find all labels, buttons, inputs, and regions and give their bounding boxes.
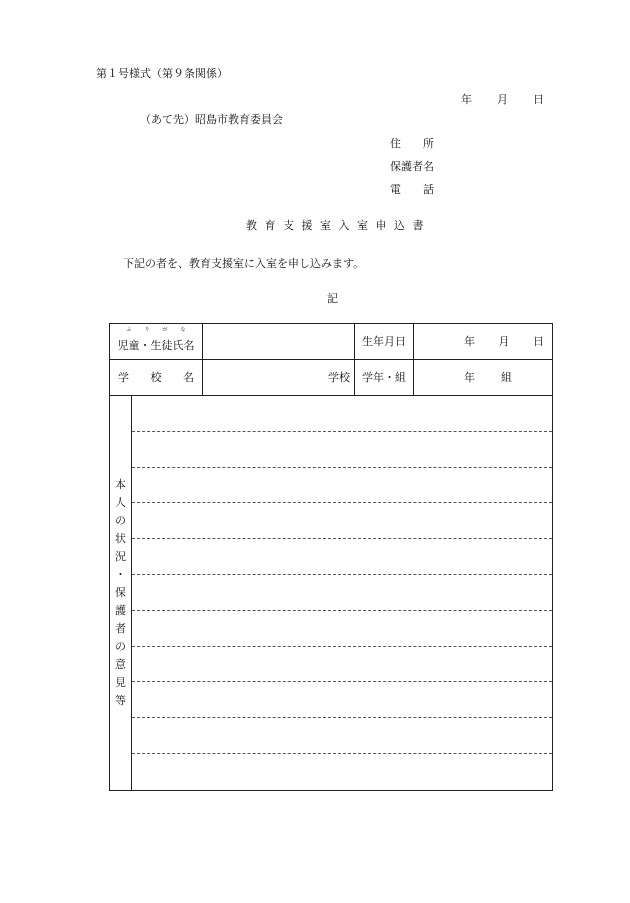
- school-name-field[interactable]: 学校: [203, 360, 355, 396]
- writing-line: [132, 468, 552, 504]
- phone-label: 電 話: [390, 183, 434, 196]
- student-name-label: 児童・生徒氏名: [117, 339, 195, 352]
- status-opinion-field[interactable]: [132, 396, 553, 791]
- intro-text: 下記の者を、教育支援室に入室を申し込みます。: [123, 257, 365, 270]
- birthdate-label: 生年月日: [355, 324, 414, 360]
- application-table: [109, 323, 553, 791]
- writing-line: [132, 682, 552, 718]
- writing-line: [132, 575, 552, 611]
- furigana: ふ り が な: [126, 327, 186, 333]
- writing-line: [132, 647, 552, 683]
- date-month-label: 月: [497, 93, 508, 106]
- name-row: [110, 324, 553, 360]
- guardian-name-label: 保護者名: [390, 160, 434, 173]
- writing-line: [132, 718, 552, 754]
- grade-class-field[interactable]: 年 組: [414, 360, 553, 396]
- address-label: 住 所: [390, 137, 434, 150]
- school-row: [110, 360, 553, 396]
- addressee: （あて先）昭島市教育委員会: [140, 113, 283, 126]
- student-name-field[interactable]: [203, 324, 355, 360]
- writing-line: [132, 754, 552, 790]
- grade-class-label: 学年・組: [355, 360, 414, 396]
- date-year-label: 年: [461, 93, 472, 106]
- date-day-label: 日: [533, 93, 544, 106]
- writing-line: [132, 611, 552, 647]
- writing-line: [132, 396, 552, 432]
- document-title: 教育支援室入室申込書: [246, 219, 431, 232]
- status-row: [110, 396, 553, 791]
- birthdate-field[interactable]: 年 月 日: [414, 324, 553, 360]
- writing-line: [132, 539, 552, 575]
- writing-line: [132, 503, 552, 539]
- school-name-label: 学 校 名: [110, 360, 203, 396]
- writing-line: [132, 432, 552, 468]
- student-name-label-cell: [110, 324, 203, 360]
- ki-heading: 記: [327, 292, 338, 305]
- form-number: 第１号様式（第９条関係）: [96, 67, 228, 80]
- status-opinion-label: 本 人 の 状 況 ・ 保 護 者 の 意 見 等: [110, 396, 132, 791]
